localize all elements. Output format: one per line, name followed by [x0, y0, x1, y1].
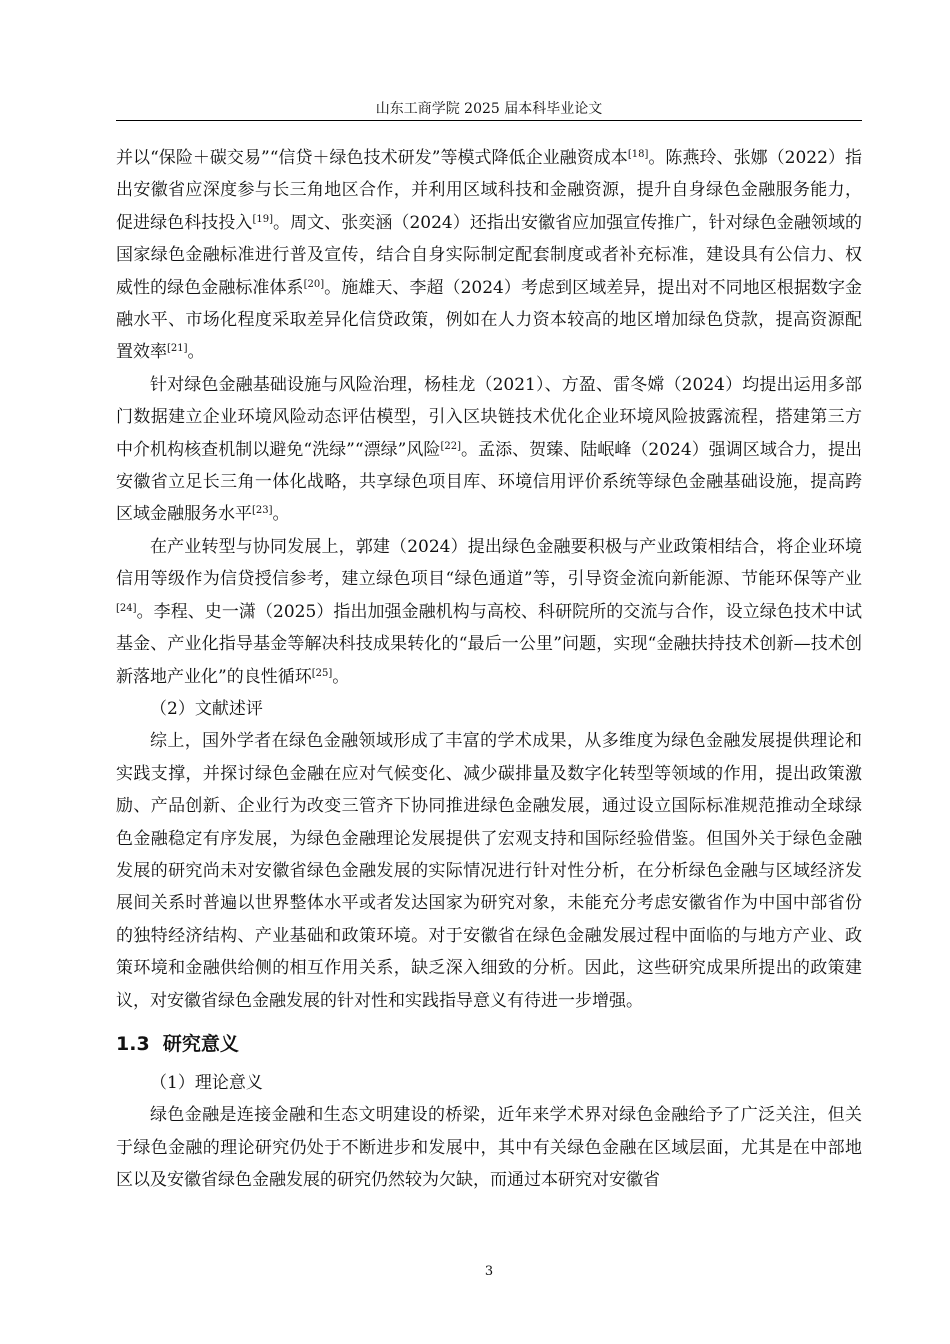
citation-ref: [20]: [303, 278, 325, 290]
page-body: [116, 142, 862, 1197]
section-number: 1.3: [116, 1032, 150, 1055]
citation-ref: [24]: [116, 602, 137, 614]
paragraph-text: 在产业转型与协同发展上，郭建（2024）提出绿色金融要积极与产业政策相结合，将企业环境信用等级作为信贷授信参考，建立绿色项目“绿色通道”等，引导资金流向新能源、节能环保等产业: [116, 536, 862, 590]
body-paragraph: [116, 531, 862, 693]
paragraph-text: 绿色金融是连接金融和生态文明建设的桥梁，近年来学术界对绿色金融给予了广泛关注，但关于绿色金融的理论研究仍处于不断进步和发展中，其中有关绿色金融在区域层面，尤其是在中部地区以及安徽省绿色金融发展的研究仍然较为欠缺，而通过本研究对安徽省: [116, 1105, 862, 1191]
body-paragraph: [116, 725, 862, 1017]
paragraph-text: 。: [272, 504, 290, 525]
paragraph-text: 。李程、史一潇（2025）指出加强金融机构与高校、科研院所的交流与合作，设立绿色技术中试基金、产业化指导基金等解决科技成果转化的“最后一公里”问题，实现“金融扶持技术创新—技术创新落地产业化”的良性循环: [116, 601, 862, 687]
paragraph-text: 。周文、张奕涵（2024）还指出安徽省应加强宣传推广，针对绿色金融领域的国家绿色金融标准进行普及宣传，结合自身实际制定配套制度或者补充标准，建设具有公信力、权威性的绿色金融标准体系: [116, 212, 863, 298]
paragraph-text: （1）理论意义: [150, 1072, 263, 1093]
paragraph-text: （2）文献述评: [150, 698, 263, 719]
body-paragraph: [116, 1099, 862, 1196]
running-header: 山东工商学院 2025 届本科毕业论文: [375, 101, 603, 117]
paragraph-text: 。施雄天、李超（2024）考虑到区域差异，提出对不同地区根据数字金融水平、市场化程度采取差异化信贷政策，例如在人力资本较高的地区增加绿色贷款，提高资源配置效率: [116, 277, 862, 363]
body-paragraph: [116, 369, 862, 531]
citation-ref: [18]: [627, 149, 649, 160]
paragraph-text: 并以“保险＋碳交易”“信贷＋绿色技术研发”等模式降低企业融资成本: [116, 148, 628, 168]
paragraph-text: 。: [332, 666, 350, 687]
paragraph-text: 综上，国外学者在绿色金融领域形成了丰富的学术成果，从多维度为绿色金融发展提供理论和实践支撑，并探讨绿色金融在应对气候变化、减少碳排量及数字化转型等领域的作用，提出政策激励、产品创新、企业行为改变三管齐下协同推进绿色金融发展，通过设立国际标准规范推动全球绿色金融稳定有序发展，为绿色金融理论发展提供了宏观支持和国际经验借鉴。但国外关于绿色金融发展的研究尚未对安徽省绿色金融发展的实际情况进行针对性分析，在分析绿色金融与区域经济发展间关系时普遍以世界整体水平或者发达国家为研究对象，未能充分考虑安徽省作为中国中部省份的独特经济结构、产业基础和政策环境。对于安徽省在绿色金融发展过程中面临的与地方产业、政策环境和金融供给侧的相互作用关系，缺乏深入细致的分析。因此，这些研究成果所提出的政策建议，对安徽省绿色金融发展的针对性和实践指导意义有待进一步增强。: [116, 731, 862, 1011]
citation-ref: [19]: [252, 213, 273, 225]
citation-ref: [22]: [440, 440, 461, 452]
paragraph-text: 。: [187, 342, 205, 363]
body-paragraph: [116, 142, 862, 369]
paragraph-group: [116, 1067, 862, 1197]
paragraph-text: 。孟添、贺臻、陆岷峰（2024）强调区域合力，提出安徽省立足长三角一体化战略，共享绿色项目库、环境信用评价系统等绿色金融基础设施，提高跨区域金融服务水平: [116, 439, 863, 525]
header-rule: [116, 120, 862, 121]
citation-ref: [23]: [252, 505, 273, 517]
paragraph-group: [116, 142, 862, 1017]
body-paragraph: [116, 1067, 862, 1099]
body-paragraph: [116, 693, 862, 725]
page-number: 3: [484, 1264, 494, 1279]
paragraph-text: 针对绿色金融基础设施与风险治理，杨桂龙（2021）、方盈、雷冬嫦（2024）均提出运用多部门数据建立企业环境风险动态评估模型，引入区块链技术优化企业环境风险披露流程，搭建第三方中介机构核查机制以避免“洗绿”“漂绿”风险: [116, 374, 862, 460]
citation-ref: [25]: [311, 667, 333, 679]
section-title: 研究意义: [162, 1032, 239, 1055]
citation-ref: [21]: [167, 343, 188, 355]
section-heading: [116, 1027, 862, 1061]
paragraph-text: 。陈燕玲、张娜（2022）指出安徽省应深度参与长三角地区合作，并利用区域科技和金融资源，提升自身绿色金融服务能力，促进绿色科技投入: [116, 148, 862, 233]
